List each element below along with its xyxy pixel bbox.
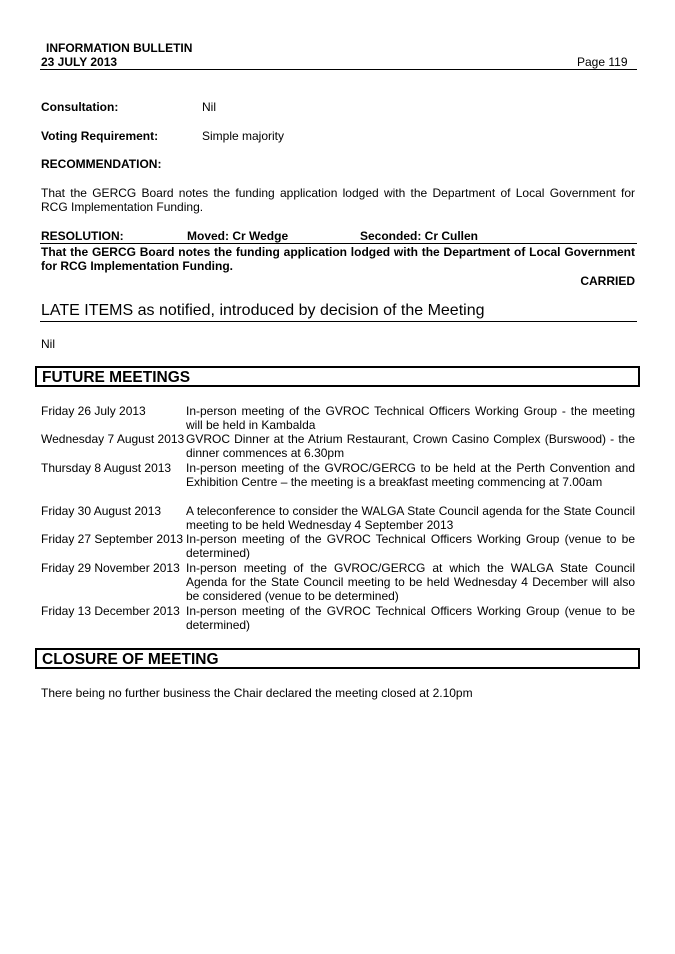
consultation-value: Nil <box>202 100 216 114</box>
future-meetings-heading: FUTURE MEETINGS <box>42 369 191 386</box>
resolution-moved: Moved: Cr Wedge <box>187 229 289 243</box>
closure-text: There being no further business the Chair declared the meeting closed at 2.10pm <box>41 686 473 700</box>
resolution-seconded: Seconded: Cr Cullen <box>360 229 479 243</box>
header-rule <box>40 69 637 70</box>
bulletin-date: 23 JULY 2013 <box>41 55 118 69</box>
recommendation-label: RECOMMENDATION: <box>41 157 162 171</box>
late-items-rule <box>40 321 637 322</box>
meeting-date: Friday 26 July 2013 <box>41 404 146 418</box>
meeting-description: In-person meeting of the GVROC/GERCG to be held at the Perth Convention and Exhibition Centre – the meeting is a breakfast meeting commencing at 7.00am <box>186 461 635 489</box>
meeting-date: Friday 29 November 2013 <box>41 561 180 575</box>
resolution-status: CARRIED <box>580 274 635 288</box>
meeting-date: Friday 13 December 2013 <box>41 604 180 618</box>
meeting-description: In-person meeting of the GVROC Technical Officers Working Group - the meeting will be held in Kambalda <box>186 404 635 432</box>
meeting-description: GVROC Dinner at the Atrium Restaurant, Crown Casino Complex (Burswood) - the dinner commences at 6.30pm <box>186 432 635 460</box>
meeting-date: Thursday 8 August 2013 <box>41 461 172 475</box>
meeting-description: In-person meeting of the GVROC/GERCG at which the WALGA State Council Agenda for the State Council meeting to be held Wednesday 4 December will also be considered (venue to be determined) <box>186 561 635 603</box>
voting-label: Voting Requirement: <box>41 129 159 143</box>
closure-heading-box <box>35 648 640 669</box>
meeting-date: Wednesday 7 August 2013 <box>41 432 185 446</box>
resolution-rule <box>40 243 637 244</box>
voting-value: Simple majority <box>202 129 285 143</box>
resolution-label: RESOLUTION: <box>41 229 124 243</box>
meeting-description: A teleconference to consider the WALGA State Council agenda for the State Council meeting to be held Wednesday 4 September 2013 <box>186 504 635 532</box>
closure-heading: CLOSURE OF MEETING <box>42 651 219 668</box>
consultation-label: Consultation: <box>41 100 119 114</box>
resolution-text: That the GERCG Board notes the funding application lodged with the Department of Local Government for RCG Implementation Funding. <box>41 245 635 273</box>
meeting-date: Friday 27 September 2013 <box>41 532 184 546</box>
page-number: Page 119 <box>577 55 628 69</box>
meeting-description: In-person meeting of the GVROC Technical Officers Working Group (venue to be determined) <box>186 532 635 560</box>
meeting-description: In-person meeting of the GVROC Technical Officers Working Group (venue to be determined) <box>186 604 635 632</box>
late-items-text: Nil <box>41 337 55 351</box>
late-items-heading: LATE ITEMS as notified, introduced by decision of the Meeting <box>41 302 485 319</box>
recommendation-text: That the GERCG Board notes the funding application lodged with the Department of Local Government for RCG Implementation Funding. <box>41 186 635 214</box>
meeting-date: Friday 30 August 2013 <box>41 504 162 518</box>
bulletin-title: INFORMATION BULLETIN <box>46 41 193 55</box>
future-meetings-heading-box <box>35 366 640 387</box>
